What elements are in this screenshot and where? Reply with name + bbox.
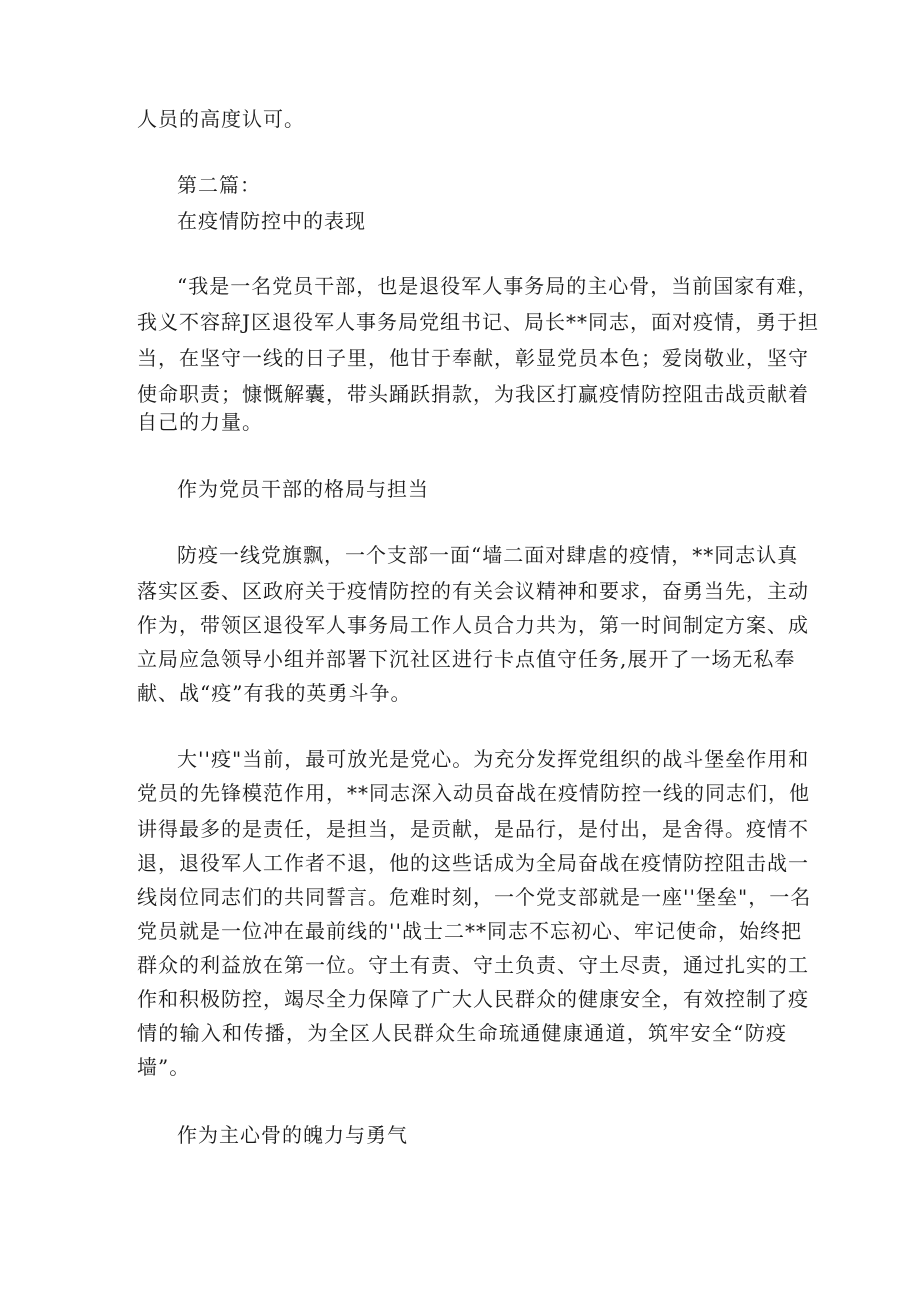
paragraph-end-line: 人员的高度认可。 [137, 107, 305, 131]
paragraph-line: 讲得最多的是责任，是担当，是贡献，是品行，是付出，是舍得。疫情不 [137, 817, 809, 841]
section-title: 在疫情防控中的表现 [177, 209, 366, 233]
paragraph-line: 线岗位同志们的共同誓言。危难时刻，一个党支部就是一座''堡垒"，一名 [137, 885, 812, 909]
subheading: 作为党员干部的格局与担当 [177, 477, 429, 501]
paragraph-line: 群众的利益放在第一位。守土有责、守土负责、守土尽责，通过扎实的工 [137, 953, 809, 977]
paragraph-line: 作和积极防控，竭尽全力保障了广大人民群众的健康安全，有效控制了疫 [137, 987, 809, 1011]
subheading: 作为主心骨的魄力与勇气 [177, 1123, 408, 1147]
paragraph-line: 退，退役军人工作者不退，他的这些话成为全局奋战在疫情防控阻击战一 [137, 851, 809, 875]
quote-paragraph-line: 自己的力量。 [137, 410, 263, 434]
paragraph-line: 情的输入和传播，为全区人民群众生命琉通健康通道，筑牢安全“防疫 [137, 1021, 787, 1045]
quote-paragraph-line: “我是一名党员干部，也是退役军人事务局的主心骨，当前国家有难， [177, 274, 819, 298]
quote-paragraph-line: 当，在坚守一线的日子里，他甘于奉献，彰显党员本色；爱岗敬业，坚守 [137, 346, 809, 370]
paragraph-line: 墙”。 [137, 1055, 191, 1079]
section-heading: 第二篇： [177, 173, 261, 197]
paragraph-line: 作为，带领区退役军人事务局工作人员合力共为，第一时间制定方案、成 [137, 613, 809, 637]
paragraph-line: 党员的先锋模范作用，**同志深入动员奋战在疫情防控一线的同志们，他 [137, 781, 810, 805]
quote-paragraph-line: 使命职责；慷慨解囊，带头踊跃捐款，为我区打赢疫情防控阻击战贡献着 [137, 382, 809, 406]
quote-paragraph-line: 我义不容辞J区退役军人事务局党组书记、局长**同志，面对疫情，勇于担 [137, 310, 820, 334]
paragraph-line: 立局应急领导小组并部署下沉社区进行卡点值守任务,展开了一场无私奉 [137, 647, 796, 671]
paragraph-line: 大''疫"当前，最可放光是党心。为充分发挥党组织的战斗堡垒作用和 [177, 747, 810, 771]
paragraph-line: 落实区委、区政府关于疫情防控的有关会议精神和要求，奋勇当先，主动 [137, 579, 809, 603]
paragraph-line: 防疫一线党旗飘，一个支部一面“墙二面对肆虐的疫情，**同志认真 [177, 543, 799, 567]
paragraph-line: 献、战“疫”有我的英勇斗争。 [137, 681, 412, 705]
paragraph-line: 党员就是一位冲在最前线的''战士二**同志不忘初心、牢记使命，始终把 [137, 919, 802, 943]
